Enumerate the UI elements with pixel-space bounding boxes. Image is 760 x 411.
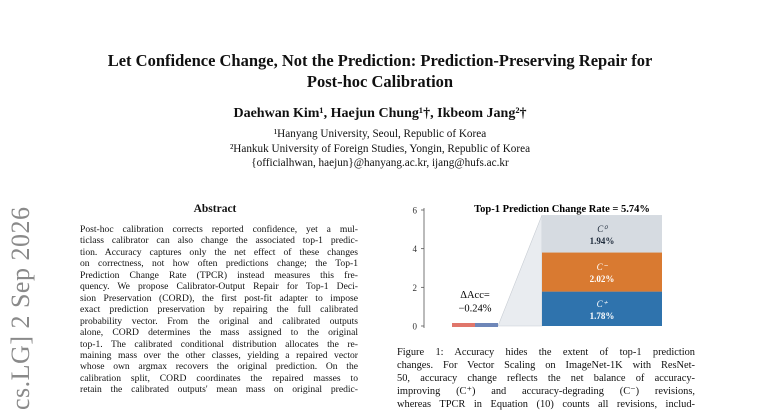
author-emails: {officialhwan, haejun}@hanyang.ac.kr, ijang@hufs.ac.kr <box>251 157 509 169</box>
abstract-line: ticlass calibrator can also change the associated top-1 predic- <box>80 235 358 247</box>
left-bar <box>452 323 498 327</box>
y-tick-label: 0 <box>412 321 417 332</box>
abstract-line: sion Preservation (CORD), the first post-fit adapter to impose <box>80 292 358 304</box>
arxiv-stamp <box>2 205 42 410</box>
affiliations <box>60 127 700 171</box>
segment-value: 1.78% <box>589 310 615 321</box>
y-tick-label: 2 <box>412 282 417 293</box>
author-list: Daehwan Kim¹, Haejun Chung¹†, Ikbeom Jang²† <box>233 106 527 121</box>
segment-name: C⁰ <box>597 223 607 234</box>
abstract-line: whose own argmax recovers the original prediction. On the <box>80 361 358 373</box>
y-tick-label: 4 <box>412 244 417 255</box>
affiliation-2: ²Hankuk University of Foreign Studies, Yongin, Republic of Korea <box>229 142 531 155</box>
segment-value: 2.02% <box>589 274 615 285</box>
delta-acc-value: −0.24% <box>458 303 492 315</box>
figure-1 <box>372 196 712 336</box>
arxiv-stamp-text: cs.LG] 2 Sep 2026 <box>6 206 35 410</box>
y-ticks <box>413 206 425 332</box>
segment-value: 1.94% <box>589 235 615 246</box>
caption-line: improving (C⁺) and accuracy-degrading (C⁻) revisions, <box>397 386 695 398</box>
figure-caption <box>397 346 695 411</box>
abstract-line: quency. We propose Calibrator-Output Repair for Top-1 Deci- <box>80 281 358 293</box>
abstract-line: Post-hoc calibration corrects reported confidence, yet a mul- <box>80 224 358 235</box>
title-line-1: Let Confidence Change, Not the Prediction: Prediction-Preserving Repair for <box>107 51 653 70</box>
abstract-line: probability vector. From the original and calibrated outputs <box>80 315 358 327</box>
abstract-line: Prediction Change Rate (TPCR) instead measures this fre- <box>80 269 358 281</box>
chart-title: Top-1 Prediction Change Rate = 5.74% <box>474 204 650 215</box>
abstract-line: on correctness, not how often predictions change; the Top-1 <box>80 258 358 270</box>
abstract-line: tion. Accuracy captures only the net effect of these changes <box>80 246 358 258</box>
abstract-line: maining mass over the other classes, yielding a repaired vector <box>80 349 358 361</box>
title-line-2: Post-hoc Calibration <box>306 72 454 91</box>
affiliation-1: ¹Hanyang University, Seoul, Republic of Korea <box>273 128 487 140</box>
caption-line: 50, accuracy change reflects the net balance of accuracy- <box>397 373 695 385</box>
tpcr-chart <box>372 196 712 336</box>
caption-line: whereas TPCR in Equation (10) counts all revisions, includ- <box>397 399 695 411</box>
delta-acc-label: ΔAcc= <box>460 289 490 301</box>
abstract-line: exact prediction preservation by repairing the full calibrated <box>80 304 358 316</box>
stacked-bar <box>542 215 662 326</box>
left-bar-positive <box>475 323 498 327</box>
abstract-line: alone, CORD determines the mass assigned to the original <box>80 327 358 339</box>
expansion-fan <box>498 215 542 326</box>
abstract-line: retain the calibrated outputs' mean mass on original predic- <box>80 384 358 396</box>
left-bar-negative <box>452 323 475 327</box>
segment-name: C⁻ <box>596 262 608 273</box>
caption-line: changes. For Vector Scaling on ImageNet-1K with ResNet- <box>397 360 695 372</box>
y-tick-label: 6 <box>412 205 417 216</box>
abstract-line: top-1. The calibrated conditional distribution allocates the re- <box>80 338 358 350</box>
segment-name: C⁺ <box>596 298 608 309</box>
abstract-heading: Abstract <box>193 203 237 215</box>
caption-line: Figure 1: Accuracy hides the extent of top-1 prediction <box>397 347 695 358</box>
abstract-body <box>80 224 358 396</box>
abstract-line: calibration split, CORD coordinates the repaired masses to <box>80 372 358 384</box>
paper-title <box>60 50 700 92</box>
